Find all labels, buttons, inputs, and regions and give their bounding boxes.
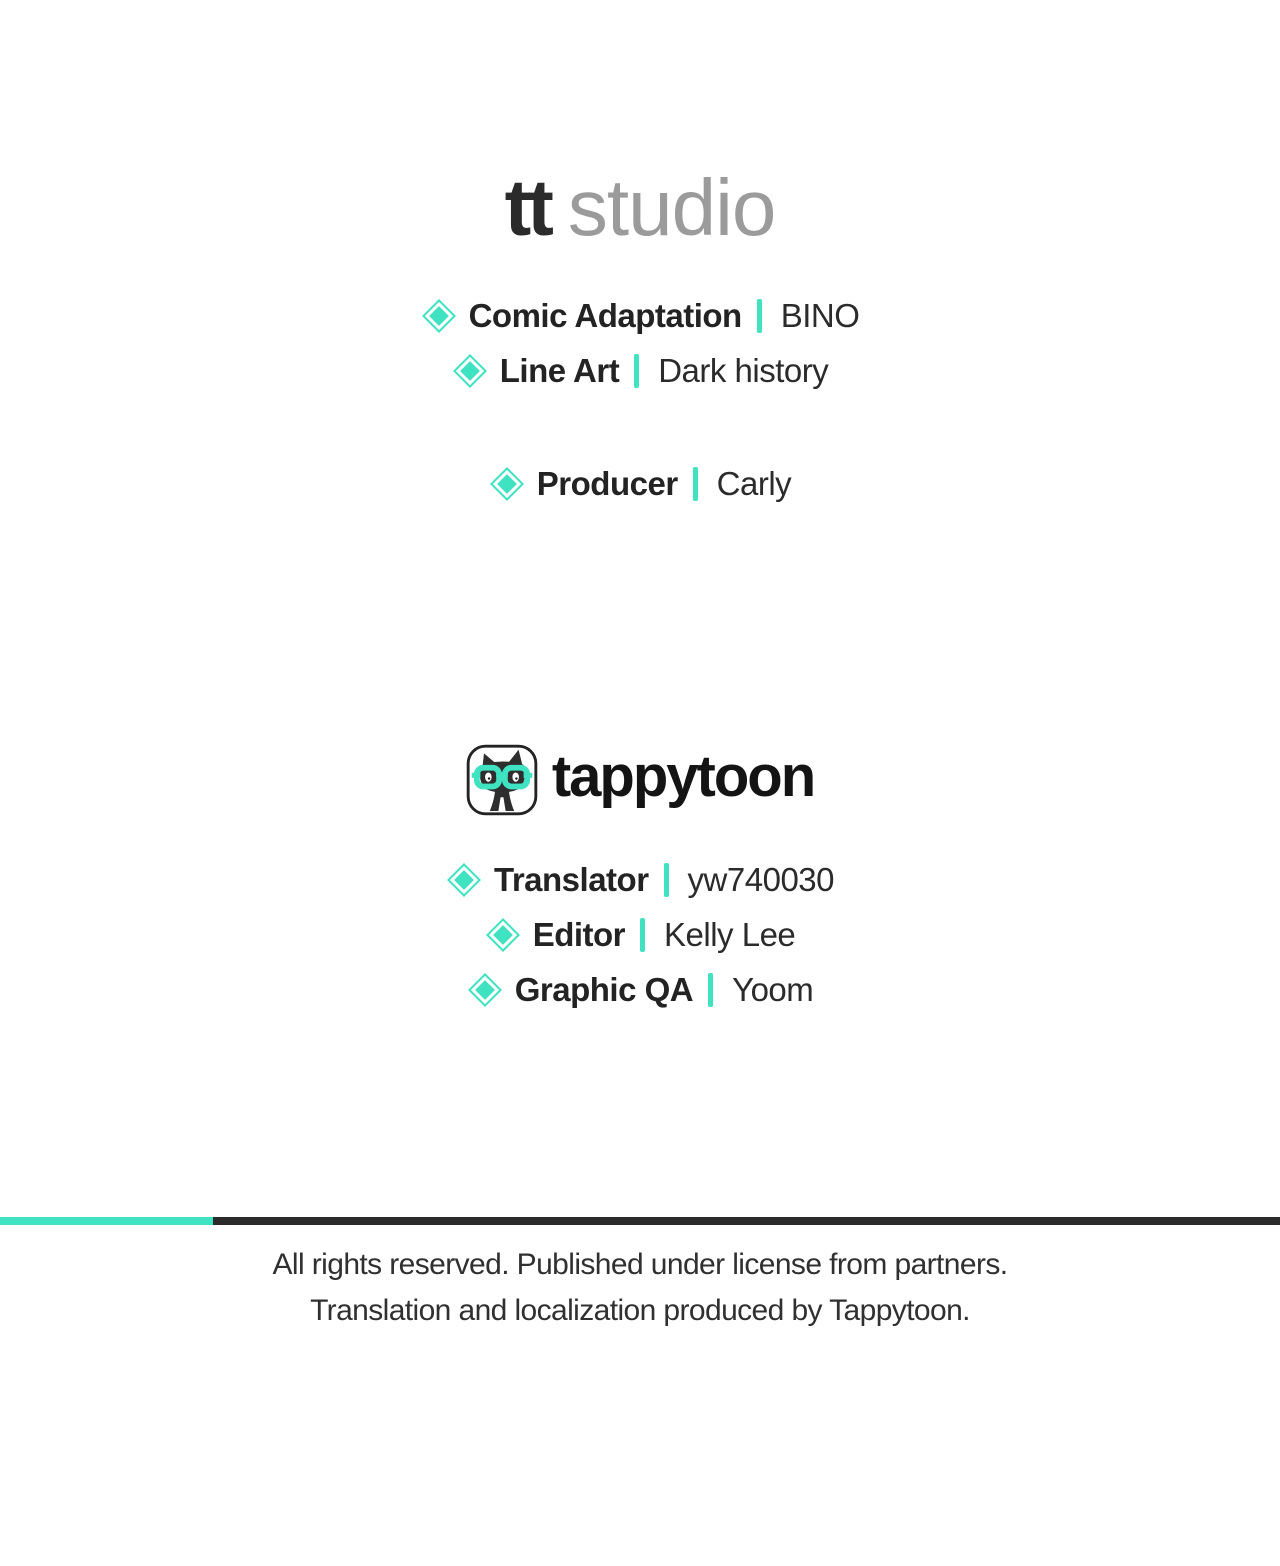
studio-logo-secondary: studio <box>567 163 776 252</box>
studio-logo-primary: tt <box>504 163 550 252</box>
credit-label: Graphic QA <box>514 970 694 1008</box>
credit-label: Translator <box>493 860 649 898</box>
credit-line-graphic-qa <box>467 962 814 1017</box>
diamond-bullet-icon <box>485 917 521 953</box>
credit-line-comic-adaptation <box>421 288 860 343</box>
diamond-bullet-icon <box>446 862 482 898</box>
publisher-logo <box>0 744 1280 816</box>
diamond-bullet-icon <box>489 466 525 502</box>
rights-footer <box>0 1242 1280 1334</box>
studio-credits-list <box>0 288 1280 511</box>
publisher-wordmark: tappytoon <box>551 744 815 809</box>
divider-rule <box>0 1217 1280 1225</box>
credit-value: Yoom <box>732 970 814 1008</box>
separator-bar <box>757 299 762 333</box>
credit-value: yw740030 <box>687 860 834 898</box>
tappytoon-cat-icon <box>466 744 538 816</box>
publisher-credits-list <box>0 852 1280 1017</box>
diamond-bullet-icon <box>452 353 488 389</box>
credit-value: Carly <box>716 464 792 502</box>
rights-line-2: Translation and localization produced by Tappytoon. <box>310 1294 970 1327</box>
credit-line-translator <box>446 852 834 907</box>
rights-line-1: All rights reserved. Published under license from partners. <box>272 1248 1008 1281</box>
credit-label: Producer <box>536 464 678 502</box>
separator-bar <box>640 918 645 952</box>
separator-bar <box>634 354 639 388</box>
studio-logo <box>0 163 1280 252</box>
separator-bar <box>664 863 669 897</box>
credit-value: Dark history <box>658 351 829 389</box>
credit-label: Comic Adaptation <box>468 296 742 334</box>
credit-label: Editor <box>532 915 626 953</box>
diamond-bullet-icon <box>467 972 503 1008</box>
separator-bar <box>708 973 713 1007</box>
credit-value: BINO <box>780 296 860 334</box>
credit-line-editor <box>485 907 796 962</box>
divider-teal-segment <box>0 1217 213 1225</box>
diamond-bullet-icon <box>421 298 457 334</box>
credit-line-line-art <box>452 343 829 398</box>
credit-value: Kelly Lee <box>664 915 796 953</box>
credit-line-producer <box>489 456 791 511</box>
separator-bar <box>693 467 698 501</box>
divider-dark-segment <box>213 1217 1280 1225</box>
credit-label: Line Art <box>499 351 620 389</box>
